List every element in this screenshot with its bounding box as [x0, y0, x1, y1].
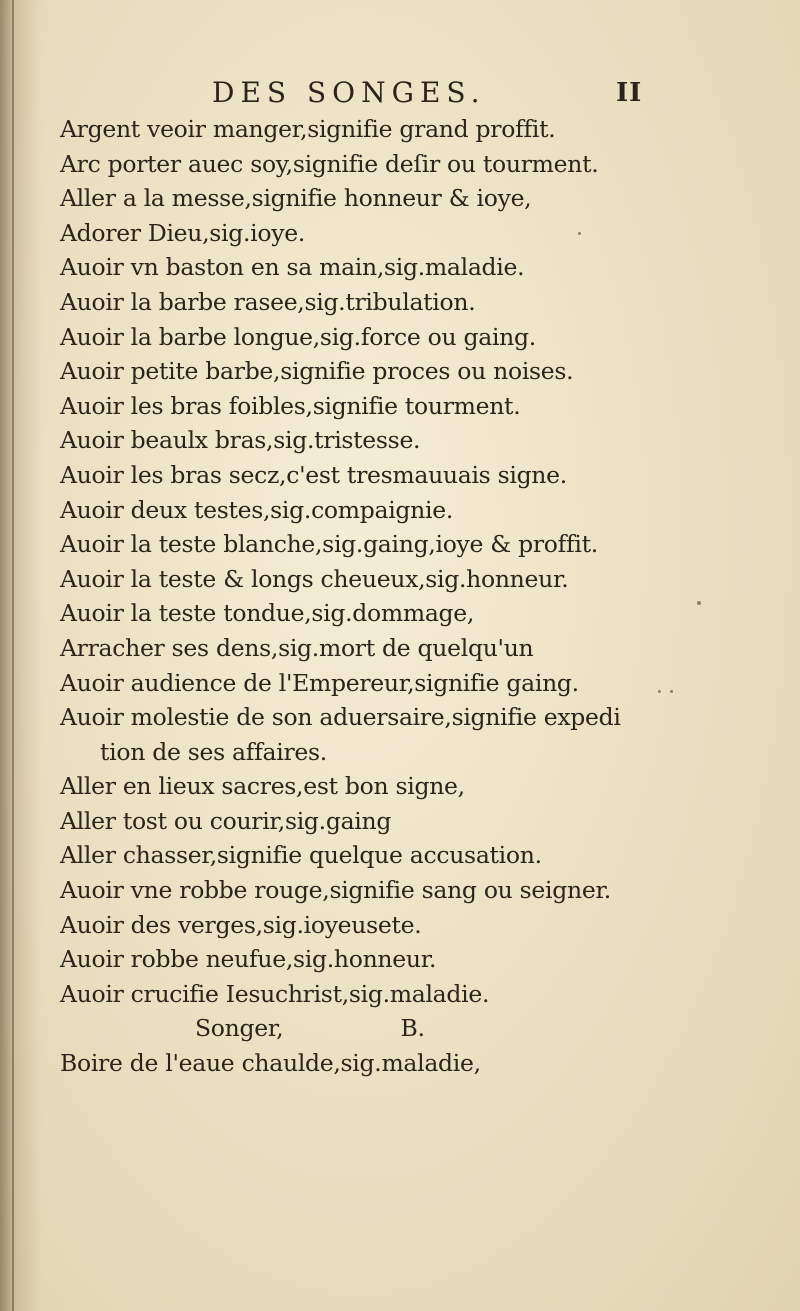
text-line: Aller chasser,signifie quelque accusation. — [60, 841, 542, 870]
text-line: Auoir des verges,sig.ioyeusete. — [60, 910, 422, 939]
text-line: Auoir audience de l'Empereur,signifie gaing. — [60, 668, 579, 697]
text-line: Adorer Dieu,sig.ioye. — [60, 218, 305, 247]
text-line: Aller a la messe,signifie honneur & ioye, — [60, 184, 532, 213]
running-head: DES SONGES. — [212, 76, 486, 109]
gutter-line — [12, 0, 14, 1311]
paper-speck — [578, 232, 581, 235]
page-number: II — [616, 78, 643, 108]
paper-speck — [670, 690, 673, 693]
text-line: Auoir molestie de son aduersaire,signifie expedi — [60, 703, 621, 732]
text-line: Argent veoir manger,signifie grand proffit. — [60, 115, 556, 143]
text-line: Auoir robbe neufue,sig.honneur. — [60, 945, 437, 974]
paper-speck — [697, 601, 701, 605]
text-line: Auoir la barbe rasee,sig.tribulation. — [60, 287, 476, 316]
text-line: Auoir les bras foibles,signifie tourment. — [60, 391, 521, 420]
text-line: Auoir vne robbe rouge,signifie sang ou seigner. — [60, 876, 611, 905]
text-line: Auoir la teste blanche,sig.gaing,ioye & proffit. — [60, 530, 598, 559]
gutter-shadow — [0, 0, 42, 1311]
text-line: Auoir les bras secz,c'est tresmauuais signe. — [60, 460, 567, 489]
text-line: tion de ses affaires. — [100, 737, 327, 766]
text-body — [60, 112, 680, 1081]
section-heading: Songer, B. — [195, 1014, 425, 1043]
text-line: Auoir la teste tondue,sig.dommage, — [60, 599, 475, 628]
text-line: Auoir crucifie Iesuchrist,sig.maladie. — [60, 979, 490, 1008]
text-line: Arc porter auec soy,signifie deſir ou tourment. — [60, 149, 599, 178]
text-line: Auoir la barbe longue,sig.force ou gaing. — [60, 322, 536, 351]
text-line: Auoir beaulx bras,sig.tristesse. — [60, 426, 421, 455]
text-line: Auoir la teste & longs cheueux,sig.honneur. — [60, 564, 569, 593]
paper-speck — [658, 690, 661, 693]
text-line: Auoir petite barbe,signifie proces ou noises. — [60, 357, 574, 386]
text-line: Aller tost ou courir,sig.gaing — [60, 806, 392, 835]
text-line: Auoir vn baston en sa main,sig.maladie. — [60, 253, 525, 282]
text-line: Aller en lieux sacres,est bon signe, — [60, 772, 465, 801]
text-line: Auoir deux testes,sig.compaignie. — [60, 495, 453, 524]
text-line: Arracher ses dens,sig.mort de quelqu'un — [60, 633, 534, 662]
text-line: Boire de l'eaue chaulde,sig.maladie, — [60, 1049, 481, 1078]
